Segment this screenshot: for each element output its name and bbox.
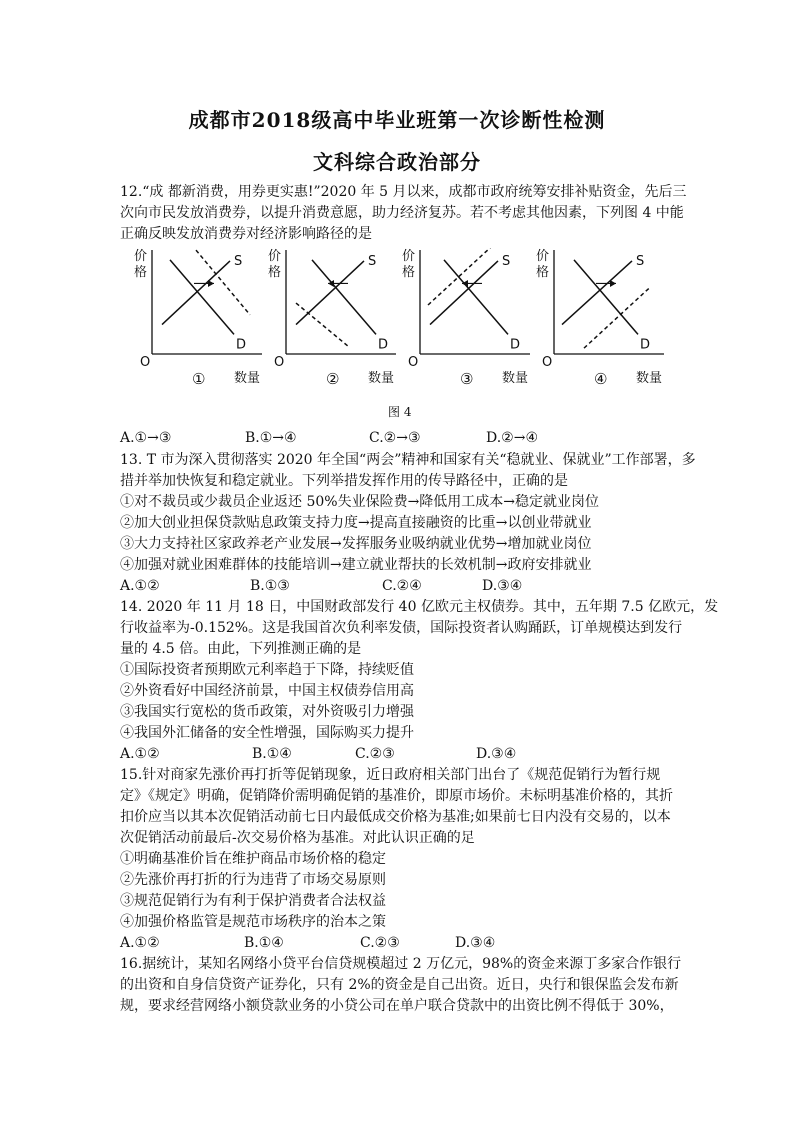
q14-item: ①国际投资者预期欧元利率趋于下降，持续贬值 [120,662,414,678]
q14-item: ②外资看好中国经济前景，中国主权债券信用高 [120,683,414,699]
option-c[interactable]: C.②→③ [369,430,421,446]
q15-item: ②先涨价再打折的行为违背了市场交易原则 [120,872,386,888]
series-label-D: D [510,337,521,353]
option-c[interactable]: C.②④ [382,578,422,594]
y-axis-label: 价 [402,249,416,264]
q14-stem-line: 量的 4.5 倍。由此，下列推测正确的是 [120,641,362,657]
q15-options [120,933,680,954]
origin-label: O [274,355,285,370]
shift-arrowhead [208,280,214,287]
series-line-S [296,261,364,325]
q12-stem-line: 正确反映发放消费券对经济影响路径的是 [120,226,372,242]
option-b[interactable]: B.①④ [244,935,284,951]
q15-item: ①明确基准价旨在维护商品市场价格的稳定 [120,851,386,867]
option-c[interactable]: C.②③ [360,935,400,951]
q14-stem-line: 行收益率为-0.152%。这是我国首次负利率发债，国际投资者认购踊跃，订单规模达到发行 [120,620,683,636]
q14-options [120,744,680,765]
q13-item: ③大力支持社区家政养老产业发展→发挥服务业吸纳就业优势→增加就业岗位 [120,536,592,552]
q15-stem-line: 次促销活动前最后-次交易价格为基准。对此认识正确的足 [120,830,475,846]
series-line-D [444,260,508,334]
shifted-curve [296,303,348,346]
q15-item: ④加强价格监管是规范市场秩序的治本之策 [120,914,386,930]
q14-stem-line: 14. 2020 年 11 月 18 日，中国财政部发行 40 亿欧元主权债券。其中，五年期 7.5 亿欧元，发 [120,599,719,615]
series-label-D: D [640,337,651,353]
origin-label: O [140,355,151,370]
option-a[interactable]: A.①② [120,746,160,762]
series-label-S: S [368,253,377,269]
panel-number: ① [192,370,206,388]
series-label-D: D [236,337,247,353]
chart-panel [268,249,396,388]
q14-item: ③我国实行宽松的货币政策，对外资吸引力增强 [120,704,414,720]
chart-panel [402,248,530,388]
series-line-D [574,260,638,334]
q15-item: ③规范促销行为有利于保护消费者合法权益 [120,893,386,909]
x-axis-label: 数量 [368,371,395,386]
q16-stem-line: 的出资和自身信贷资产证券化，只有 2%的资金是自己出资。近日，央行和银保监会发布新 [120,977,679,993]
q14-item: ④我国外汇储备的安全性增强，国际购买力提升 [120,725,414,741]
q13-stem-line: 13. T 市为深入贯彻落实 2020 年全国“两会”精神和国家有关“稳就业、保就业”工作部署，多 [120,452,696,468]
series-label-S: S [234,253,243,269]
q16-stem-line: 16.据统计，某知名网络小贷平台信贷规模超过 2 万亿元，98%的资金来源丁多家合作银行 [120,956,682,972]
figure-caption: 图 4 [388,405,412,419]
q12-options [120,428,680,449]
y-axis-label: 格 [268,265,282,280]
option-a[interactable]: A.①② [120,935,160,951]
q13-stem-line: 措并举加快恢复和稳定就业。下列举措发挥作用的传导路径中，正确的是 [120,473,568,489]
q13-item: ④加强对就业困难群体的技能培训→建立就业帮扶的长效机制→政府安排就业 [120,557,592,573]
q12-stem-line: 次向市民发放消费券，以提升消费意愿，助力经济复苏。若不考虑其他因素，下列图 4 中能 [120,205,684,221]
q15-stem-line: 扣价应当以其本次促销活动前七日内最低成交价格为基准;如果前七日内没有交易的，以本 [120,809,671,825]
series-label-D: D [378,337,389,353]
q15-stem-line: 15.针对商家先涨价再打折等促销现象，近日政府相关部门出台了《规范促销行为暂行规 [120,767,661,783]
chart-panel [134,249,262,388]
y-axis-label: 价 [268,249,282,264]
y-axis-label: 格 [536,265,550,280]
q12-stem-line: 12.“成 都新消费，用券更实惠!”2020 年 5 月以来，成都市政府统筹安排补贴资金，先后三 [120,184,687,200]
x-axis-label: 数量 [636,371,663,386]
figure-4-charts [118,248,678,398]
chart-panel [536,249,664,388]
q16-stem-line: 规，要求经营网络小额贷款业务的小贷公司在单户联合贷款中的出资比例不得低于 30%， [120,998,674,1014]
q13-item: ②加大创业担保贷款贴息政策支持力度→提高直接融资的比重→以创业带就业 [120,515,592,531]
q13-item: ①对不裁员或少裁员企业返还 50%失业保险费→降低用工成本→稳定就业岗位 [120,494,600,510]
option-b[interactable]: B.①→④ [245,430,297,446]
option-d[interactable]: D.③④ [455,935,496,951]
series-line-D [170,260,234,334]
shift-arrowhead [610,280,616,287]
y-axis-label: 价 [536,249,550,264]
panel-number: ③ [460,370,474,388]
option-d[interactable]: D.③④ [476,746,517,762]
panel-number: ④ [594,370,608,388]
series-label-S: S [636,253,645,269]
option-d[interactable]: D.③④ [482,578,523,594]
page-subtitle: 文科综合政治部分 [313,150,481,174]
y-axis-label: 格 [134,265,148,280]
option-a[interactable]: A.①→③ [120,430,172,446]
y-axis-label: 格 [402,265,416,280]
y-axis-label: 价 [134,249,148,264]
option-d[interactable]: D.②→④ [486,430,539,446]
origin-label: O [408,355,419,370]
option-b[interactable]: B.①③ [250,578,290,594]
option-b[interactable]: B.①④ [252,746,292,762]
series-line-D [312,260,376,334]
series-line-S [162,261,230,325]
x-axis-label: 数量 [234,371,261,386]
page-title: 成都市2018级高中毕业班第一次诊断性检测 [188,108,606,132]
q15-stem-line: 定》《规定》明确，促销降价需明确促销的基准价，即原市场价。未标明基准价格的，其折 [120,788,673,804]
series-label-S: S [502,253,511,269]
origin-label: O [542,355,553,370]
q13-options [120,576,680,597]
x-axis-label: 数量 [502,371,529,386]
option-c[interactable]: C.②③ [355,746,395,762]
panel-number: ② [326,370,340,388]
option-a[interactable]: A.①② [120,578,160,594]
